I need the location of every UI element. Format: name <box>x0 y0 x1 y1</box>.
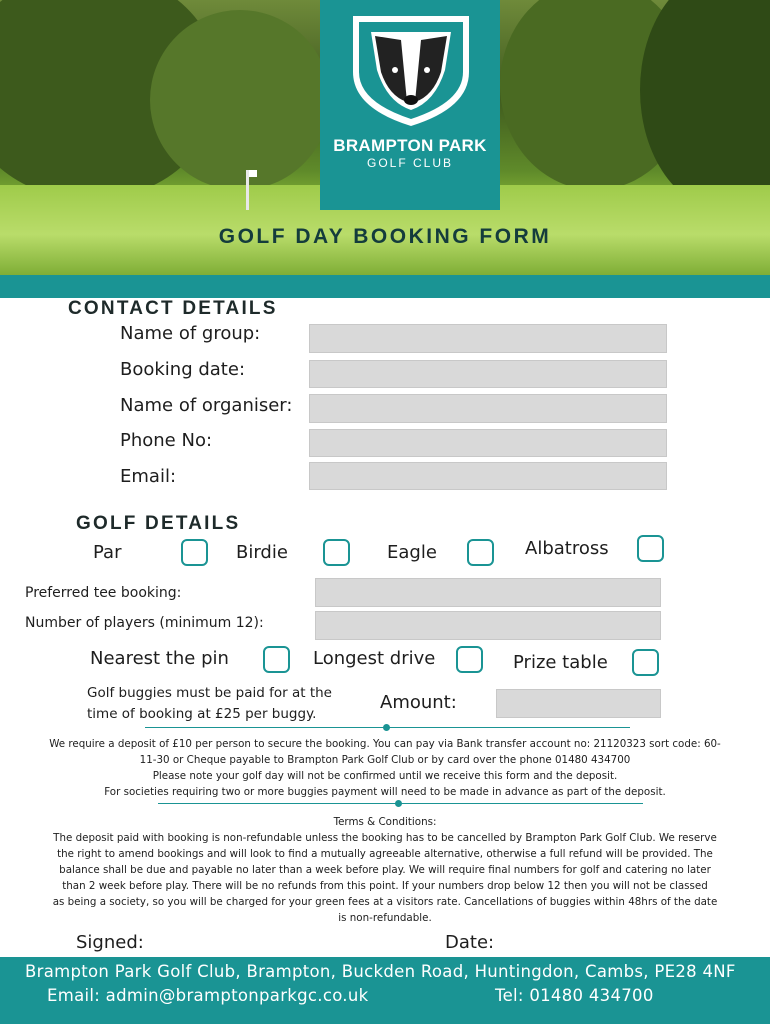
footer-email[interactable]: Email: admin@bramptonparkgc.co.uk <box>47 986 369 1005</box>
amount-field[interactable] <box>496 689 661 718</box>
deposit-line: For societies requiring two or more buggies payment will need to be made in advance as part of the deposit. <box>104 786 666 798</box>
preferred-tee-label: Preferred tee booking: <box>25 585 182 601</box>
terms-line: The deposit paid with booking is non-refundable unless the booking has to be cancelled by Brampton Park Golf Club. We reserve <box>53 832 717 844</box>
name-of-organiser-field[interactable] <box>309 394 667 423</box>
footer <box>0 957 770 1024</box>
teal-divider-bar <box>0 275 770 298</box>
nearest-the-pin-label: Nearest the pin <box>90 648 229 669</box>
phone-no-label: Phone No: <box>120 430 213 451</box>
deposit-line: 11-30 or Cheque payable to Brampton Park Golf Club or by card over the phone 01480 434700 <box>139 754 631 766</box>
footer-phone[interactable]: Tel: 01480 434700 <box>495 986 654 1005</box>
birdie-checkbox[interactable] <box>323 539 350 566</box>
booking-date-field[interactable] <box>309 360 667 388</box>
logo-club-name: BRAMPTON PARK <box>333 136 487 155</box>
prize-table-label: Prize table <box>513 652 608 673</box>
golf-flag <box>249 170 257 177</box>
golf-details-heading: GOLF DETAILS <box>76 513 241 534</box>
terms-line: as being a society, so you will be charged for your green fees at a visitors rate. Cancellations of buggies within 48hrs of the date <box>52 896 718 908</box>
name-of-organiser-label: Name of organiser: <box>120 395 293 416</box>
longest-drive-label: Longest drive <box>313 648 436 669</box>
longest-drive-checkbox[interactable] <box>456 646 483 673</box>
logo-club-subtitle: GOLF CLUB <box>366 156 453 170</box>
albatross-checkbox[interactable] <box>637 535 664 562</box>
number-of-players-field[interactable] <box>315 611 661 640</box>
deposit-divider-dot <box>383 724 390 731</box>
name-of-group-field[interactable] <box>309 324 667 353</box>
eagle-checkbox[interactable] <box>467 539 494 566</box>
preferred-tee-field[interactable] <box>315 578 661 607</box>
number-of-players-label: Number of players (minimum 12): <box>25 615 264 631</box>
terms-title: Terms & Conditions: <box>333 816 437 828</box>
eagle-label: Eagle <box>387 542 437 563</box>
contact-details-heading: CONTACT DETAILS <box>68 298 278 319</box>
footer-address: Brampton Park Golf Club, Brampton, Buckden Road, Huntingdon, Cambs, PE28 4NF <box>25 962 736 981</box>
deposit-line: Please note your golf day will not be confirmed until we receive this form and the deposit. <box>152 770 618 782</box>
name-of-group-label: Name of group: <box>120 323 261 344</box>
date-label: Date: <box>445 932 495 953</box>
badger-shield-logo <box>345 10 477 130</box>
terms-divider-dot <box>395 800 402 807</box>
booking-date-label: Booking date: <box>120 359 246 380</box>
terms-line: is non-refundable. <box>338 912 432 924</box>
buggies-note: Golf buggies must be paid for at the time of booking at £25 per buggy. <box>87 685 332 722</box>
email-label: Email: <box>120 466 177 487</box>
signed-label: Signed: <box>76 932 144 953</box>
albatross-label: Albatross <box>525 538 609 559</box>
prize-table-checkbox[interactable] <box>632 649 659 676</box>
amount-label: Amount: <box>380 692 457 713</box>
birdie-label: Birdie <box>236 542 288 563</box>
form-title: GOLF DAY BOOKING FORM <box>218 225 552 248</box>
deposit-line: We require a deposit of £10 per person to secure the booking. You can pay via Bank transfer account no: 21120323 sort code: 60- <box>49 738 721 750</box>
email-field[interactable] <box>309 462 667 490</box>
nearest-the-pin-checkbox[interactable] <box>263 646 290 673</box>
phone-no-field[interactable] <box>309 429 667 457</box>
terms-line: balance shall be due and payable no later than a week before play. We will require final numbers for golf and catering no later <box>59 864 711 876</box>
par-checkbox[interactable] <box>181 539 208 566</box>
terms-line: the right to amend bookings and will look to find a mutually agreeable alternative, otherwise a full refund will be provided. The <box>57 848 713 860</box>
terms-line: than 2 week before play. There will be no refunds from this point. If your numbers drop below 12 then you will not be classed <box>62 880 708 892</box>
par-label: Par <box>93 542 122 563</box>
